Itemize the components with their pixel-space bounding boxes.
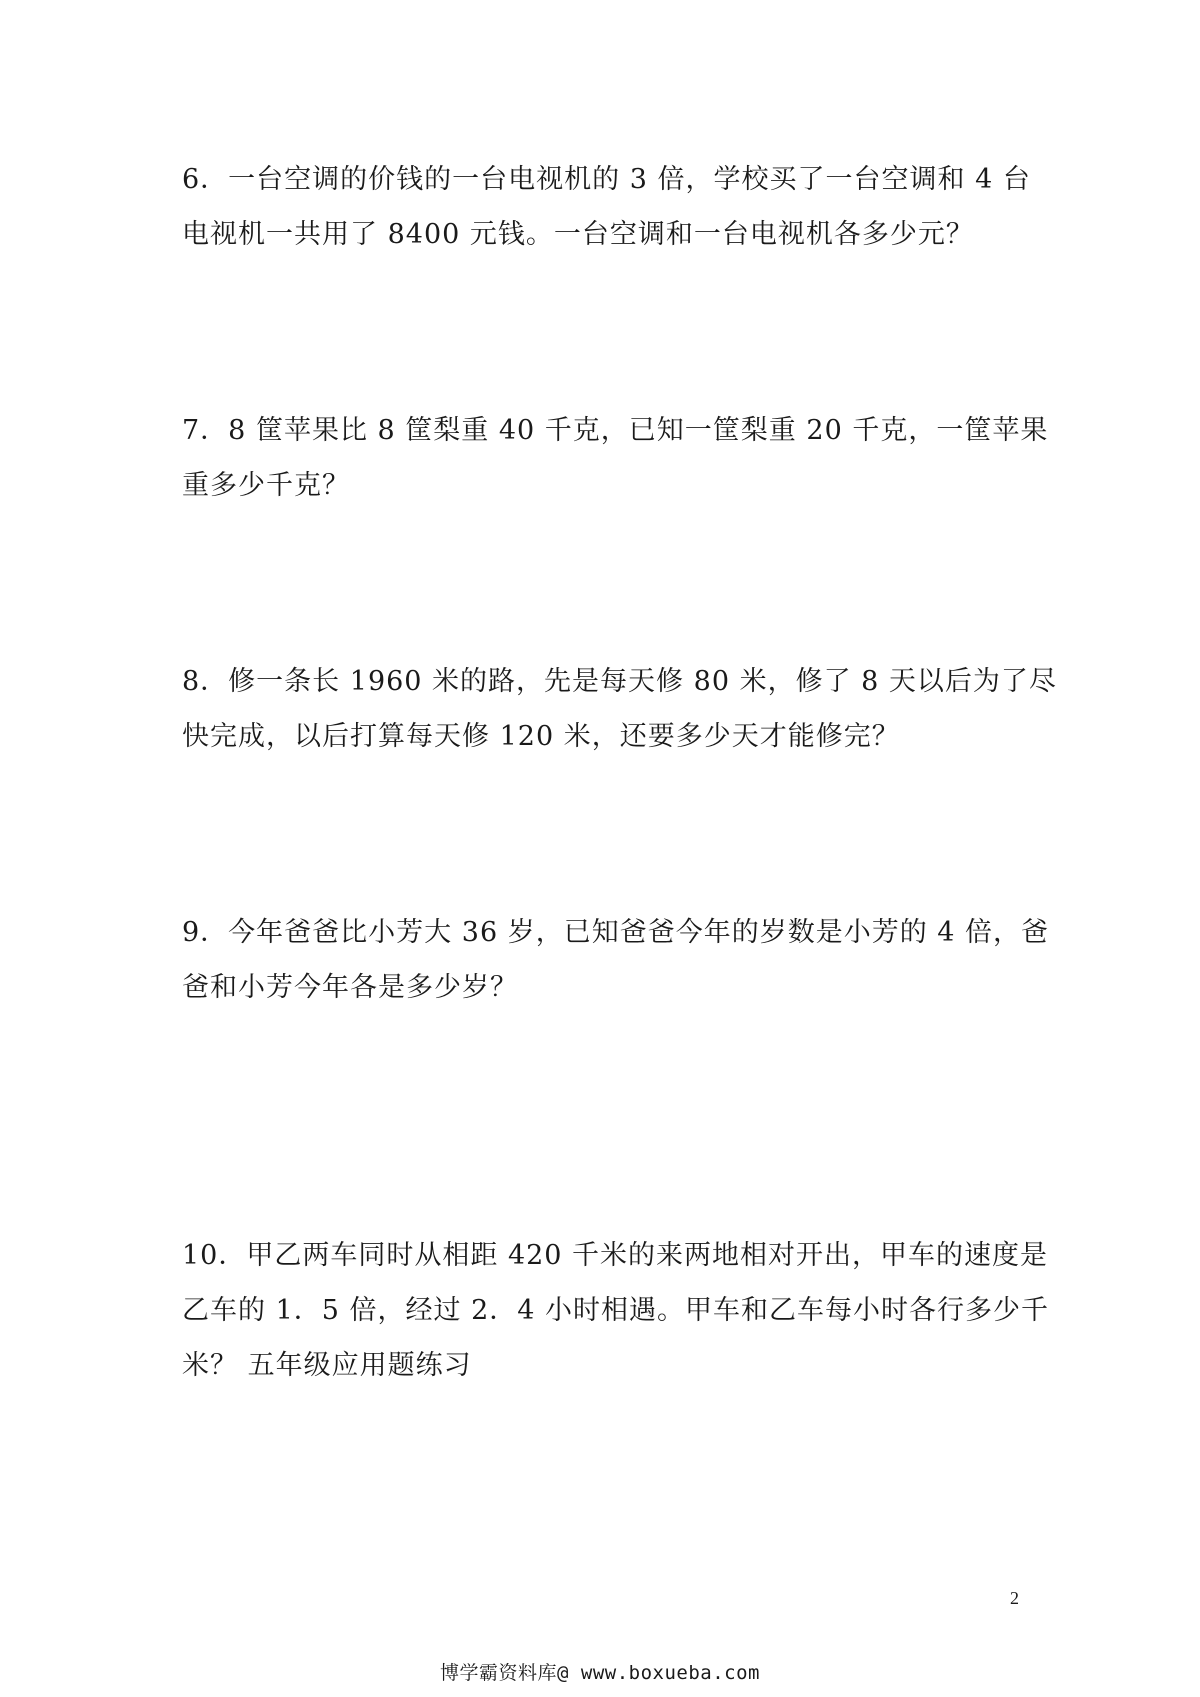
question-9-line-1: 9．今年爸爸比小芳大 36 岁，已知爸爸今年的岁数是小芳的 4 倍，爸 xyxy=(182,917,1050,948)
footer-url: @ www.boxueba.com xyxy=(557,1662,760,1684)
question-10-line-3: 米？ 五年级应用题练习 xyxy=(182,1350,472,1381)
question-6-line-1: 6．一台空调的价钱的一台电视机的 3 倍，学校买了一台空调和 4 台 xyxy=(182,164,1031,195)
question-7-line-2: 重多少千克？ xyxy=(182,470,350,501)
question-8-line-2: 快完成，以后打算每天修 120 米，还要多少天才能修完？ xyxy=(182,721,900,752)
footer-watermark xyxy=(0,1658,1200,1685)
question-10 xyxy=(182,1228,1050,1393)
footer-site-name: 博学霸资料库 xyxy=(440,1662,558,1684)
question-9-line-2: 爸和小芳今年各是多少岁？ xyxy=(182,972,518,1003)
page-number: 2 xyxy=(1010,1588,1019,1608)
question-9 xyxy=(182,905,1050,1015)
question-7-line-1: 7．8 筐苹果比 8 筐梨重 40 千克，已知一筐梨重 20 千克，一筐苹果 xyxy=(182,415,1049,446)
question-8-line-1: 8．修一条长 1960 米的路，先是每天修 80 米，修了 8 天以后为了尽 xyxy=(182,666,1057,697)
question-8 xyxy=(182,654,1057,764)
question-6-line-2: 电视机一共用了 8400 元钱。一台空调和一台电视机各多少元？ xyxy=(182,219,974,250)
question-10-line-1: 10．甲乙两车同时从相距 420 千米的来两地相对开出，甲车的速度是 xyxy=(182,1240,1049,1271)
question-6 xyxy=(182,152,1032,262)
question-10-line-2: 乙车的 1．5 倍，经过 2．4 小时相遇。甲车和乙车每小时各行多少千 xyxy=(182,1295,1050,1326)
question-7 xyxy=(182,403,1049,513)
